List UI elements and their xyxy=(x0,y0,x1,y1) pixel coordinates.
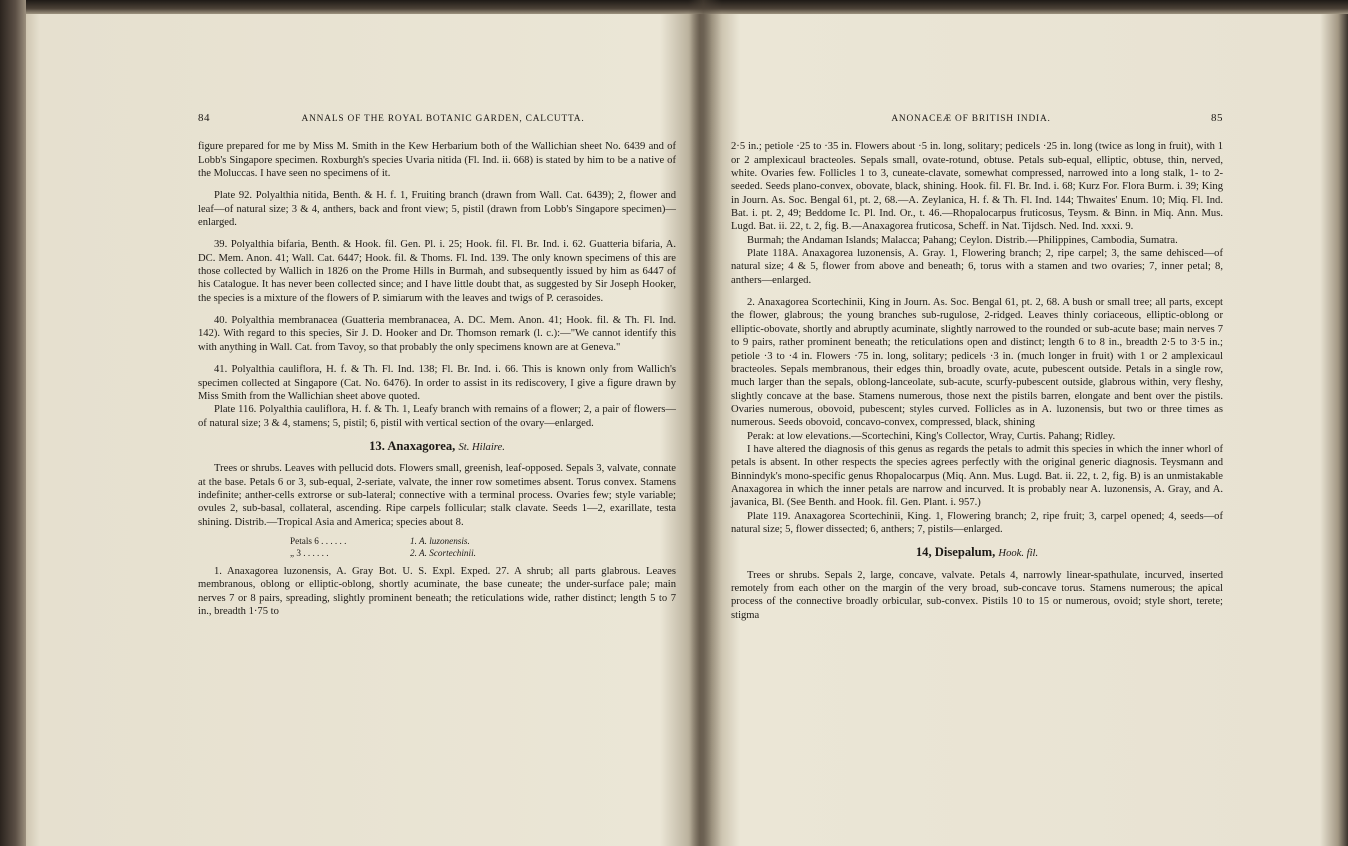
right-paragraph-7: Plate 119. Anaxagorea Scortechinii, King. 1, Flowering branch; 2, ripe fruit; 3, carpel opened; 4, seeds—of natural size; 5, flower dissected; 6, anthers; 7, pistils—enlarged. xyxy=(731,510,1223,535)
left-running-title: ANNALS OF THE ROYAL BOTANIC GARDEN, CALCUTTA. xyxy=(301,114,585,124)
genus-author: Hook. fil. xyxy=(998,548,1039,560)
right-paragraph-3: Plate 118A. Anaxagorea luzonensis, A. Gray. 1, Flowering branch; 2, ripe carpel; 3, the same dehisced—of natural size; 4 & 5, flower from above and beneath; 6, torus with a stamen and two ovaries; 7, inner petal; 8, anthers—enlarged. xyxy=(731,248,1223,286)
key-row xyxy=(290,535,676,547)
genus-heading-anaxagorea xyxy=(198,440,676,454)
key-lead: „ 3 . . . . . . xyxy=(290,547,329,558)
left-paragraph-4: 40. Polyalthia membranacea (Guatteria membranacea, A. DC. Mem. Anon. 41; Hook. fil. & Th. Fl. Ind. 142). With regard to this species, Sir J. D. Hooker and Dr. Thomson remark (l. c.):—"We cannot identify this with anything in Wall. Cat. from Tavoy, so that probably the only specimens known are at Geneva." xyxy=(198,315,676,353)
key-taxon: 2. A. Scortechinii. xyxy=(410,547,476,558)
left-paragraph-5: 41. Polyalthia cauliflora, H. f. & Th. Fl. Ind. 138; Fl. Br. Ind. i. 66. This is known only from Wallich's specimen collected at Singapore (Cat. No. 6476). In order to assist in its rediscovery, I give a figure drawn by Miss Smith from the Wallichian sheet above quoted. xyxy=(198,364,676,402)
book-gutter xyxy=(688,0,722,846)
key-lead: Petals 6 . . . . . . xyxy=(290,535,347,546)
genus-name: 13. Anaxagorea, xyxy=(369,438,456,453)
left-paragraph-1: figure prepared for me by Miss M. Smith in the Kew Herbarium both of the Wallichian sheet No. 6439 and of Lobb's Singapore specimen. Roxburgh's species Uvaria nitida (Fl. Ind. ii. 668) is stated by him to be a native of the Moluccas. I have seen no specimens of it. xyxy=(198,141,676,180)
genus-description: Trees or shrubs. Leaves with pellucid dots. Flowers small, greenish, leaf-opposed. Sepals 3, valvate, connate at the base. Petals 6 or 3, sub-equal, 2-seriate, valvate, the inner row sometimes absent. Torus convex. Stamens indefinite; anther-cells extrorse or sub-lateral; connective with a terminal process. Ovaries few; style variable; ovules 2, sub-basal, collateral, ascending. Ripe carpels follicular; stalk clavate. Seeds 1—2, exarillate, testa shining. Distrib.—Tropical Asia and America; species about 8. xyxy=(198,463,676,528)
left-paragraph-2: Plate 92. Polyalthia nitida, Benth. & H. f. 1, Fruiting branch (drawn from Wall. Cat. 6439); 2, flower and leaf—of natural size; 3 & 4, anthers, back and front view; 5, pistil (drawn from Lobb's Singapore specimen)—enlarged. xyxy=(198,190,676,229)
right-page xyxy=(731,112,1223,622)
right-paragraph-6: I have altered the diagnosis of this genus as regards the petals to admit this species in which the inner whorl of petals is absent. In other respects the species agrees perfectly with the original generic diagnosis. Teysmann and Binnindyk's mono-specific genus Rhopalocarpus (Miq. Ann. Mus. Lugd. Bat. ii. 22, t. 2, fig. B) is an unmistakable Anaxagorea in which the inner petals are narrow and incurved. It is probably near A. luzonensis, A. Gray, and A. javanica, Bl. (See Benth. and Hook. fil. Gen. Plant. i. 957.) xyxy=(731,443,1223,509)
right-paragraph-4: 2. Anaxagorea Scortechinii, King in Journ. As. Soc. Bengal 61, pt. 2, 68. A bush or small tree; all parts, except the flower, glabrous; the young branches sub-rugulose, 2-ridged. Leaves thinly coriaceous, elliptic-oblong or elliptic-obovate, shortly and abruptly acuminate, slightly narrowed to the rounded or sub-acute base; main nerves 7 to 9 pairs, rather prominent beneath; the reticulations open and distinct; length 6 to 8 in., breadth 2·5 to 3·5 in.; petiole ·3 to ·4 in. Flowers ·75 in. long, solitary; pedicels ·3 in. (much longer in fruit) with 1 or 2 amplexicaul bracteoles. Sepals membranous, their edges thin, broadly ovate, acute, pubescent outside. Petals in a single row, much larger than the sepals, oblong-lanceolate, sub-acute, scurfy-pubescent outside, glabrous within, very fleshy, slightly concave at the base. Stamens numerous, those next the pistils barren, elongate and bent over the pistils. Ovaries numerous, obovoid, pubescent; styles curved. Follicles as in A. luzonensis, but two or three times as numerous. Seeds obovoid, concavo-convex, compressed, black, shining xyxy=(731,297,1223,429)
key-row xyxy=(290,547,676,559)
genus-name: 14, Disepalum, xyxy=(915,545,996,560)
book-binding xyxy=(0,0,26,846)
right-paragraph-2: Burmah; the Andaman Islands; Malacca; Pahang; Ceylon. Distrib.—Philippines, Cambodia, Sumatra. xyxy=(747,234,1178,246)
species-key xyxy=(290,535,676,559)
genus-description: Trees or shrubs. Sepals 2, large, concave, valvate. Petals 4, narrowly linear-spathulate, incurved, inserted remotely from each other on the margin of the very broad, sub-concave torus. Stamens numerous; the apical process of the connective broadly orbicular, sub-convex. Pistils 10 to 15 or numerous, ovoid; style short, terete; stigma xyxy=(731,569,1223,621)
left-page-header xyxy=(198,112,676,126)
genus-heading-disepalum xyxy=(731,546,1223,560)
genus-author: St. Hilaire. xyxy=(458,441,505,453)
left-paragraph-6: Plate 116. Polyalthia cauliflora, H. f. & Th. 1, Leafy branch with remains of a flower; 2, a pair of flowers—of natural size; 3 & 4, stamens; 5, pistil; 6, pistil with vertical section of the ovary—enlarged. xyxy=(198,404,676,429)
left-page-number: 84 xyxy=(198,112,210,124)
right-paragraph-1: 2·5 in.; petiole ·25 to ·35 in. Flowers about ·5 in. long, solitary; pedicels ·25 in. long (twice as long in fruit), with 1 or 2 amplexicaul bracteoles. Sepals small, ovate-rotund, obtuse. Petals sub-equal, elliptic, obtuse, thin, nerved, white. Ovaries few. Follicles 1 to 3, cuneate-clavate, somewhat compressed, narrowed into a long stalk, 1- to 2-seeded. Seeds plano-convex, obovate, black, shining. Hook. fil. Fl. Br. Ind. i. 68; Kurz For. Flora Burm. i. 39; King in Journ. As. Soc. Bengal 61, pt. 2, 68.—A. Zeylanica, H. f. & Th. Fl. Ind. 144; Thwaites' Enum. 10; Miq. Fl. Ind. Bat. i. pt. 2, 49; Beddome Ic. Pl. Ind. Or., t. 46.—Rhopalocarpus fruticosus, Teysm. & Binn. in Miq. Ann. Mus. Lugd. Bat. ii. 22, t. 2, fig. B.—Anaxagorea fruticosa, Scheff. in Nat. Tijdsch. Ned. Ind. xxxi. 9. xyxy=(731,141,1223,233)
species-1-description: 1. Anaxagorea luzonensis, A. Gray Bot. U. S. Expl. Exped. 27. A shrub; all parts glabrous. Leaves membranous, oblong or elliptic-oblong, shortly acuminate, the base cuneate; the under-surface pale; main nerves 7 or 8 pairs, spreading, slightly prominent beneath; the reticulations wide, rather distinct; length 5 to 7 in., breadth 1·75 to xyxy=(198,565,676,617)
left-page xyxy=(198,112,676,618)
right-paragraph-5: Perak: at low elevations.—Scortechini, King's Collector, Wray, Curtis. Pahang; Ridley. xyxy=(747,430,1116,442)
right-page-number: 85 xyxy=(1211,112,1223,124)
key-taxon: 1. A. luzonensis. xyxy=(410,535,470,546)
right-page-header xyxy=(731,112,1223,126)
left-paragraph-3: 39. Polyalthia bifaria, Benth. & Hook. fil. Gen. Pl. i. 25; Hook. fil. Fl. Br. Ind. i. 62. Guatteria bifaria, A. DC. Mem. Anon. 41; Wall. Cat. 6447; Hook. fil. & Thoms. Fl. Ind. 139. The only known specimens of this are those collected by Wallich in 1826 on the Prome Hills in Burmah, and subsequently issued by him as 6447 of his Catalogue. It has never been collected since; and I have little doubt that, as suggested by Sir Joseph Hooker, the species is a mixture of the flowers of P. simiarum with the leaves and twigs of P. cerasoides. xyxy=(198,239,676,304)
right-running-title: ANONACEÆ OF BRITISH INDIA. xyxy=(891,114,1051,124)
book-top-edge xyxy=(0,0,1348,14)
